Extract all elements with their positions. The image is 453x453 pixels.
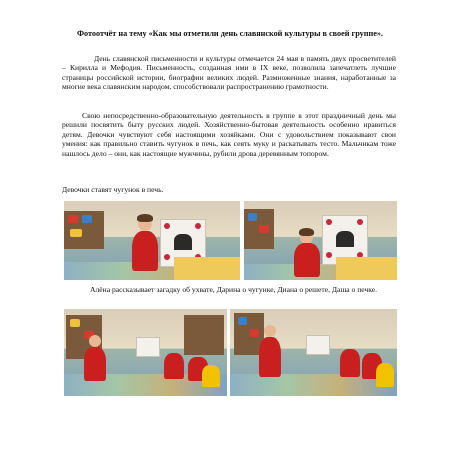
toy: [70, 319, 80, 327]
girl-head: [264, 325, 276, 337]
flower-pattern: [164, 254, 170, 260]
yellow-table: [336, 257, 397, 280]
yellow-table: [174, 257, 240, 280]
toy: [238, 317, 247, 325]
stove-opening: [174, 234, 192, 250]
document-title: Фотоотчёт на тему «Как мы отметили день славянской культуры в своей группе».: [77, 29, 383, 38]
flower-pattern: [357, 219, 363, 225]
stove-opening: [336, 231, 354, 247]
girl-red-dress: [84, 347, 106, 381]
girl-hair: [299, 228, 314, 236]
toy: [259, 225, 269, 233]
girl-red-dress: [132, 231, 158, 271]
girl-hair: [137, 214, 153, 222]
photo-riddles-1: [64, 309, 227, 396]
child-red-dress: [164, 353, 184, 379]
flower-pattern: [326, 219, 332, 225]
shelf: [184, 315, 224, 355]
paragraph-activity: Свою непосредственно-образовательную деятельность в группе в этот праздничный день мы решили посвятить быту русских людей. Хозяйственно-бытовая деятельность особенно нравиться детям. Девочки чувствуют себя настоящими хозяйками. Они с удовольствием показывают свои умения: как правильно ставить чугунок в печь, как сеять муку и раскатывать тесто. Мальчикам тоже нашлось дело – они, как настоящие мужчины, рубили дрова деревянным топором.: [62, 111, 396, 158]
toy-stove: [136, 337, 160, 357]
toy: [70, 229, 82, 237]
photo-girls-at-stove-1: [64, 201, 240, 280]
photo-girls-at-stove-2: [244, 201, 397, 280]
photo-riddles-2: [230, 309, 397, 396]
child-red-dress: [340, 349, 360, 377]
flower-pattern: [326, 252, 332, 258]
toy: [82, 215, 92, 223]
flower-pattern: [195, 223, 201, 229]
girl-head: [89, 335, 101, 347]
caption-stove: Девочки ставят чугунок в печь.: [62, 185, 164, 194]
paragraph-history: День славянской письменности и культуры отмечается 24 мая в память двух просветителей – Кирилла и Мефодия. Письменность, созданная ими в IX веке, позволила запечатлеть лучшие страницы российской истории, биографии великих людей. Размноженные знания, наработанные за многие века славянским народом, способствовали распространению грамотности.: [62, 54, 396, 92]
child-yellow-shirt: [376, 363, 394, 387]
caption-riddles: Алёна рассказывает загадку об ухвате, Дарина о чугунке, Диана о решете, Даша о печке.: [90, 285, 378, 294]
girl-red-dress: [259, 337, 281, 377]
toy: [68, 215, 78, 223]
toy-stove: [306, 335, 330, 355]
toy: [250, 329, 259, 337]
flower-pattern: [164, 223, 170, 229]
toy: [248, 213, 257, 221]
child-yellow-shirt: [202, 365, 220, 387]
girl-red-dress: [294, 243, 320, 277]
